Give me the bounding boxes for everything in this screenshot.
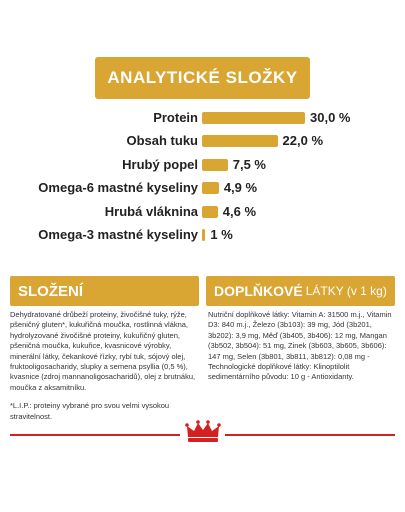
analytics-row-bar [202, 206, 218, 218]
analytics-row-bar [202, 159, 228, 171]
royal-canin-crown-icon [184, 418, 222, 446]
analytics-row-bar [202, 112, 305, 124]
analytics-row-value: 4,6 % [222, 203, 257, 219]
analytics-row-value: 7,5 % [232, 156, 266, 172]
brand-line-left [10, 434, 180, 436]
analytics-row-value: 1 % [210, 227, 233, 242]
analytics-row [0, 130, 405, 152]
analytics-row-value: 22,0 % [282, 133, 324, 149]
analytics-row-label: Obsah tuku [126, 133, 198, 149]
analytics-row-value: 4,9 % [223, 180, 258, 196]
composition-note: *L.I.P.: proteiny vybrané pro svou velmi vysokou stravitelnost. [10, 401, 170, 421]
composition-title: SLOŽENÍ [18, 282, 84, 300]
analytics-row [0, 224, 405, 246]
composition-body [10, 310, 200, 422]
additives-body [208, 310, 396, 383]
analytics-row-label: Hrubý popel [122, 156, 198, 172]
additives-header [206, 276, 395, 306]
analytics-row-bar [202, 182, 219, 194]
analytics-row-label: Protein [153, 110, 198, 125]
additives-title-unit: LÁTKY (v 1 kg) [305, 284, 387, 298]
composition-header [10, 276, 199, 306]
analytics-row-label: Omega-3 mastné kyseliny [38, 227, 198, 242]
analytics-row [0, 177, 405, 199]
analytics-title: ANALYTICKÉ SLOŽKY [95, 57, 310, 99]
analytics-row-label: Omega-6 mastné kyseliny [38, 180, 198, 196]
analytics-row-bar [202, 229, 205, 241]
analytics-row-bar [202, 135, 278, 147]
analytics-row [0, 201, 405, 223]
composition-text: Dehydratované drůbeží proteiny, živočišné tuky, rýže, pšeničný gluten*, kukuřičná moučka, rostlinná vlákna, hydrolyzované živočišné proteiny, kukuřičný gluten, pšeničná moučka, kukuřice, kvasnicové výrobky, minerální látky, čekankové řízky, rybí tuk, sójový olej, fruktooligosacharidy, slupky a semena psyllia (0,5 %), kvasnice (zdroj mannanoligosacharidů), olej z brutnáku, moučka z aksamitníku. [10, 310, 196, 392]
analytics-row-value: 30,0 % [310, 110, 351, 125]
additives-text: Nutriční doplňkové látky: Vitamin A: 31500 m.j., Vitamin D3: 840 m.j., Železo (3b103): 39 mg, Jód (3b201, 3b202): 3,9 mg, Měď (3b405, 3b406): 12 mg, Mangan (3b502, 3b504): 51 mg, Zinek (3b603, 3b605, 3b606): 147 mg, Selen (3b801, 3b811, 3b812): 0,08 mg - Technologické doplňkové látky: Klinoptilolit sedimentárního původu: 10 g - Antioxidanty. [208, 310, 392, 382]
analytics-row-label: Hrubá vláknina [104, 203, 198, 219]
additives-title: DOPLŇKOVÉ [214, 283, 303, 299]
analytics-row [0, 107, 405, 129]
analytics-row [0, 154, 405, 176]
brand-line-right [225, 434, 395, 436]
